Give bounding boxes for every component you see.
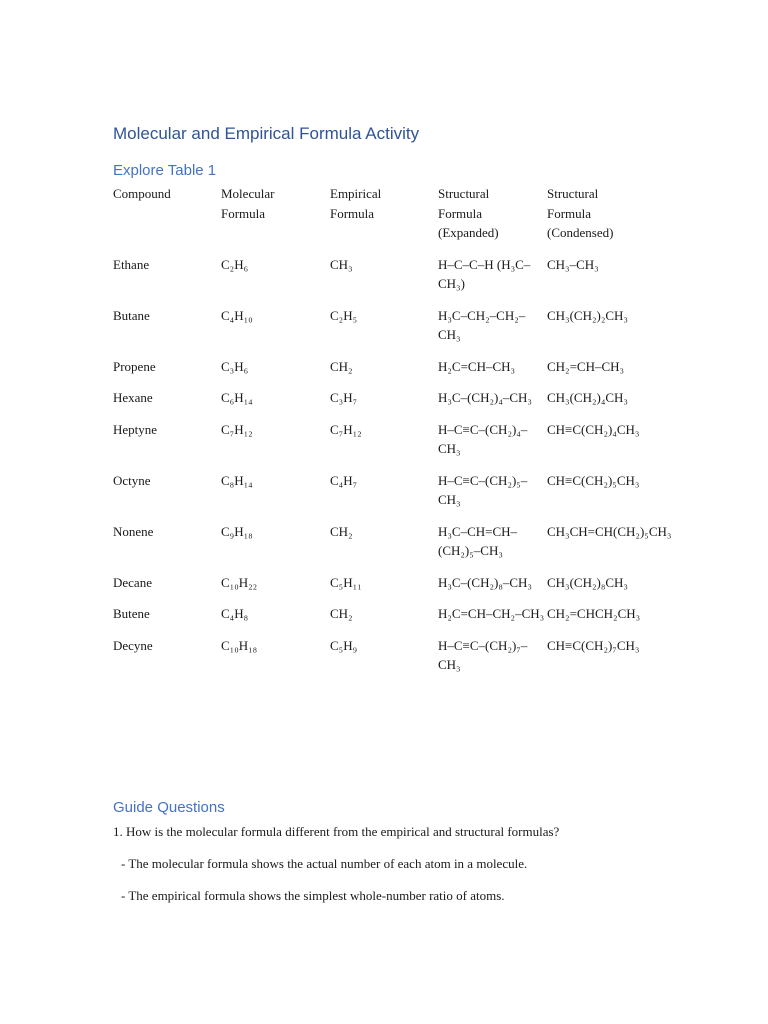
cell-expanded: H–C≡C–(CH₂)₄–CH₃: [438, 421, 528, 456]
cell-molecular: C₃H₆: [221, 358, 249, 374]
table-row: [113, 604, 653, 636]
cell-empirical: CH₂: [330, 358, 353, 374]
table-row: [113, 255, 653, 306]
cell-condensed: CH₂=CHCH₂CH₃: [547, 606, 641, 621]
cell-empirical: CH₂: [330, 606, 353, 621]
cell-expanded: H₂C=CH–CH₃: [438, 358, 516, 374]
guide-questions-heading: Guide Questions: [113, 799, 225, 816]
cell-compound: Heptyne: [113, 421, 158, 437]
cell-expanded: H₂C=CH–CH₂–CH₃: [438, 606, 545, 621]
cell-compound: Decane: [113, 574, 152, 590]
cell-molecular: C₁₀H₁₈: [221, 637, 258, 653]
cell-compound: Butane: [113, 307, 150, 323]
cell-expanded: H–C–C–H (H₃C–CH₃): [438, 256, 531, 291]
header-line: Formula: [330, 205, 375, 221]
header-line: Formula: [221, 205, 266, 221]
cell-expanded: H₃C–(CH₂)₄–CH₃: [438, 390, 532, 405]
cell-condensed: CH₂=CH–CH₃: [547, 358, 625, 374]
cell-compound: Decyne: [113, 637, 153, 653]
header-line: (Condensed): [547, 225, 614, 240]
table-row: [113, 420, 653, 471]
cell-molecular: C₁₀H₂₂: [221, 574, 258, 590]
cell-compound: Octyne: [113, 472, 151, 488]
explore-table-heading: Explore Table 1: [113, 162, 217, 179]
cell-molecular: C₄H₁₀: [221, 307, 253, 323]
guide-questions: [113, 822, 673, 918]
cell-molecular: C₉H₁₈: [221, 523, 253, 539]
header-line: Empirical: [330, 186, 382, 201]
header-line: (Expanded): [438, 225, 499, 240]
cell-compound: Butene: [113, 606, 150, 621]
cell-condensed: CH≡C(CH₂)₇CH₃: [547, 637, 640, 653]
cell-empirical: C₅H₉: [330, 637, 358, 653]
cell-molecular: C₇H₁₂: [221, 421, 253, 437]
header-line: Formula: [547, 205, 592, 221]
table-row: [113, 388, 653, 420]
header-molecular-formula: [221, 184, 330, 255]
document-title: Molecular and Empirical Formula Activity: [113, 124, 420, 143]
table-row: [113, 306, 653, 357]
header-line: Compound: [113, 186, 171, 201]
header-structural-condensed: [547, 184, 653, 255]
cell-empirical: CH₂: [330, 523, 353, 539]
table-row: [113, 522, 653, 573]
cell-condensed: CH₃(CH₂)₄CH₃: [547, 390, 628, 405]
table-row: [113, 357, 653, 389]
answer-molecular: - The molecular formula shows the actual number of each atom in a molecule.: [121, 856, 528, 871]
cell-expanded: H–C≡C–(CH₂)₇–CH₃: [438, 637, 528, 672]
cell-empirical: CH₃: [330, 256, 353, 272]
table-row: [113, 471, 653, 522]
header-line: Structural: [547, 186, 599, 201]
cell-condensed: CH₃(CH₂)₈CH₃: [547, 574, 628, 590]
cell-molecular: C₄H₈: [221, 606, 249, 621]
cell-molecular: C₆H₁₄: [221, 390, 253, 405]
header-line: Structural: [438, 186, 490, 201]
cell-molecular: C₂H₆: [221, 256, 249, 272]
answer-empirical: - The empirical formula shows the simplest whole-number ratio of atoms.: [121, 888, 505, 903]
header-empirical-formula: [330, 184, 438, 255]
cell-compound: Nonene: [113, 523, 154, 539]
cell-compound: Ethane: [113, 256, 150, 272]
cell-empirical: C₅H₁₁: [330, 574, 362, 590]
cell-condensed: CH₃–CH₃: [547, 256, 599, 272]
question-1: 1. How is the molecular formula different from the empirical and structural formulas?: [113, 824, 560, 839]
cell-empirical: C₇H₁₂: [330, 421, 362, 437]
header-structural-expanded: [438, 184, 547, 255]
header-compound: [113, 184, 221, 255]
cell-empirical: C₄H₇: [330, 472, 358, 488]
cell-condensed: CH≡C(CH₂)₅CH₃: [547, 472, 640, 488]
cell-expanded: H₃C–CH₂–CH₂–CH₃: [438, 307, 526, 342]
cell-condensed: CH₃(CH₂)₂CH₃: [547, 307, 628, 323]
cell-expanded: H₃C–(CH₂)₈–CH₃: [438, 574, 532, 590]
cell-condensed: CH₃CH=CH(CH₂)₅CH₃: [547, 523, 672, 539]
cell-condensed: CH≡C(CH₂)₄CH₃: [547, 421, 640, 437]
formula-table: [113, 184, 672, 675]
cell-empirical: C₃H₇: [330, 390, 358, 405]
cell-expanded: H₃C–CH=CH–(CH₂)₅–CH₃: [438, 523, 518, 558]
header-line: Molecular: [221, 186, 275, 201]
table-row: [113, 636, 653, 675]
cell-empirical: C₂H₅: [330, 307, 358, 323]
cell-expanded: H–C≡C–(CH₂)₅–CH₃: [438, 472, 528, 507]
cell-compound: Hexane: [113, 390, 153, 405]
table-header-row: [113, 184, 653, 255]
cell-molecular: C₈H₁₄: [221, 472, 253, 488]
header-line: Formula: [438, 205, 483, 221]
cell-compound: Propene: [113, 358, 156, 374]
table-row: [113, 573, 653, 605]
